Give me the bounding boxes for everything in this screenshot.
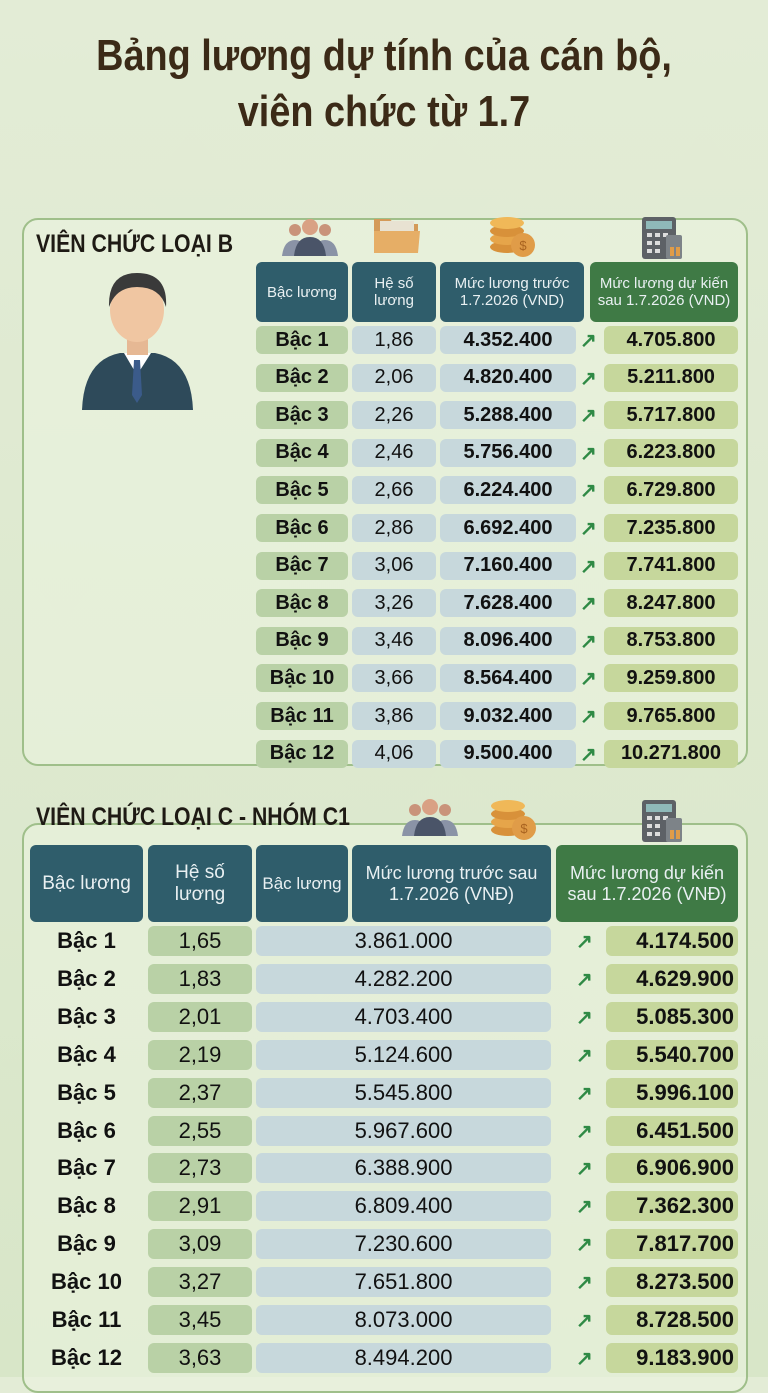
salary-before-cell: 6.692.400 — [440, 514, 576, 542]
salary-after-cell: 8.247.800 — [604, 589, 738, 617]
header-b-level: Bậc lương — [256, 262, 348, 322]
increase-arrow-icon: ↗ — [576, 1234, 593, 1257]
salary-before-cell: 9.500.400 — [440, 740, 576, 768]
header-c-salary-before: Mức lương trước sau 1.7.2026 (VNĐ) — [352, 845, 551, 922]
increase-arrow-icon: ↗ — [580, 330, 597, 352]
coefficient-cell: 2,73 — [148, 1153, 252, 1183]
coefficient-cell: 4,06 — [352, 740, 436, 768]
salary-after-cell: 8.273.500 — [606, 1267, 738, 1297]
increase-arrow-icon: ↗ — [580, 593, 597, 616]
salary-before-cell: 7.628.400 — [440, 589, 576, 617]
salary-before-cell: 4.352.400 — [440, 326, 576, 354]
salary-before-cell: 4.282.200 — [256, 964, 551, 994]
level-cell: Bậc 10 — [256, 664, 348, 692]
coefficient-cell: 2,66 — [352, 476, 436, 504]
salary-after-cell: 7.741.800 — [604, 552, 738, 580]
increase-arrow-icon: ↗ — [576, 1006, 593, 1029]
level-cell: Bậc 6 — [57, 1117, 116, 1143]
increase-arrow-icon: ↗ — [580, 518, 597, 540]
coefficient-cell: 1,83 — [148, 964, 252, 994]
coefficient-cell: 2,06 — [352, 364, 436, 392]
coins-icon — [487, 213, 537, 259]
increase-arrow-icon: ↗ — [580, 367, 597, 390]
level-cell: Bậc 4 — [256, 439, 348, 467]
salary-before-cell: 6.224.400 — [440, 476, 576, 504]
salary-after-cell: 6.729.800 — [604, 476, 738, 504]
people-icon — [280, 218, 340, 256]
increase-arrow-icon: ↗ — [580, 405, 597, 428]
coefficient-cell: 3,45 — [148, 1305, 252, 1335]
coefficient-cell: 3,66 — [352, 664, 436, 692]
people-icon — [400, 798, 460, 836]
level-cell: Bậc 8 — [256, 589, 348, 617]
header-c-level: Bậc lương — [30, 845, 143, 922]
salary-before-cell: 4.820.400 — [440, 364, 576, 392]
salary-after-cell: 5.717.800 — [604, 401, 738, 429]
coins-icon — [488, 796, 538, 842]
salary-before-cell: 8.494.200 — [256, 1343, 551, 1373]
header-b-coefficient: Hệ số lương — [352, 262, 436, 322]
salary-after-cell: 6.223.800 — [604, 439, 738, 467]
salary-before-cell: 3.861.000 — [256, 926, 551, 956]
increase-arrow-icon: ↗ — [580, 555, 597, 578]
level-cell: Bậc 9 — [256, 627, 348, 655]
increase-arrow-icon: ↗ — [576, 931, 593, 953]
header-c-salary-after: Mức lương dự kiến sau 1.7.2026 (VNĐ) — [556, 845, 738, 922]
salary-before-cell: 9.032.400 — [440, 702, 576, 730]
salary-after-cell: 4.705.800 — [604, 326, 738, 354]
salary-after-cell: 5.540.700 — [606, 1040, 738, 1070]
coefficient-cell: 3,09 — [148, 1229, 252, 1259]
salary-before-cell: 6.809.400 — [256, 1191, 551, 1221]
increase-arrow-icon: ↗ — [580, 442, 597, 465]
increase-arrow-icon: ↗ — [580, 743, 597, 766]
salary-before-cell: 8.073.000 — [256, 1305, 551, 1335]
salary-before-cell: 4.703.400 — [256, 1002, 551, 1032]
salary-after-cell: 10.271.800 — [604, 740, 738, 768]
salary-after-cell: 6.451.500 — [606, 1116, 738, 1146]
folder-icon — [372, 215, 422, 255]
coefficient-cell: 3,26 — [352, 589, 436, 617]
salary-before-cell: 7.651.800 — [256, 1267, 551, 1297]
level-cell: Bậc 6 — [256, 514, 348, 542]
header-c-coefficient: Hệ số lương — [148, 845, 252, 922]
increase-arrow-icon: ↗ — [576, 1310, 593, 1332]
coefficient-cell: 2,55 — [148, 1116, 252, 1146]
salary-after-cell: 7.817.700 — [606, 1229, 738, 1259]
level-cell: Bậc 5 — [256, 476, 348, 504]
salary-after-cell: 5.085.300 — [606, 1002, 738, 1032]
level-cell: Bậc 7 — [57, 1155, 116, 1181]
increase-arrow-icon: ↗ — [576, 1120, 593, 1143]
coefficient-cell: 3,86 — [352, 702, 436, 730]
coefficient-cell: 2,26 — [352, 401, 436, 429]
salary-after-cell: 5.996.100 — [606, 1078, 738, 1108]
increase-arrow-icon: ↗ — [576, 1196, 593, 1219]
coefficient-cell: 3,63 — [148, 1343, 252, 1373]
level-cell: Bậc 1 — [256, 326, 348, 354]
increase-arrow-icon: ↗ — [580, 480, 597, 503]
coefficient-cell: 3,46 — [352, 627, 436, 655]
calculator-icon — [640, 215, 684, 261]
coefficient-cell: 3,06 — [352, 552, 436, 580]
salary-after-cell: 8.728.500 — [606, 1305, 738, 1335]
salary-before-cell: 5.756.400 — [440, 439, 576, 467]
coefficient-cell: 1,86 — [352, 326, 436, 354]
increase-arrow-icon: ↗ — [576, 1272, 593, 1295]
salary-after-cell: 9.765.800 — [604, 702, 738, 730]
increase-arrow-icon: ↗ — [576, 1347, 593, 1370]
increase-arrow-icon: ↗ — [580, 706, 597, 728]
increase-arrow-icon: ↗ — [580, 630, 597, 653]
salary-after-cell: 9.259.800 — [604, 664, 738, 692]
salary-after-cell: 4.174.500 — [606, 926, 738, 956]
level-cell: Bậc 9 — [57, 1231, 116, 1257]
section-b-title: VIÊN CHỨC LOẠI B — [36, 230, 234, 258]
level-cell: Bậc 10 — [51, 1269, 122, 1295]
salary-after-cell: 7.362.300 — [606, 1191, 738, 1221]
salary-before-cell: 7.160.400 — [440, 552, 576, 580]
level-cell: Bậc 11 — [256, 702, 348, 730]
person-avatar-icon — [80, 265, 195, 410]
level-cell: Bậc 2 — [256, 364, 348, 392]
increase-arrow-icon: ↗ — [576, 1158, 593, 1181]
header-b-salary-after: Mức lương dự kiến sau 1.7.2026 (VND) — [590, 262, 738, 322]
level-cell: Bậc 4 — [57, 1041, 116, 1067]
salary-after-cell: 5.211.800 — [604, 364, 738, 392]
level-cell: Bậc 3 — [57, 1003, 116, 1029]
svg-text:$: $ — [520, 821, 528, 836]
salary-before-cell: 5.545.800 — [256, 1078, 551, 1108]
salary-after-cell: 9.183.900 — [606, 1343, 738, 1373]
salary-after-cell: 8.753.800 — [604, 627, 738, 655]
coefficient-cell: 2,91 — [148, 1191, 252, 1221]
calculator-icon — [640, 798, 684, 844]
level-cell: Bậc 2 — [57, 965, 116, 991]
coefficient-cell: 2,86 — [352, 514, 436, 542]
increase-arrow-icon: ↗ — [576, 1044, 593, 1067]
salary-before-cell: 5.288.400 — [440, 401, 576, 429]
coefficient-cell: 3,27 — [148, 1267, 252, 1297]
header-c-level-2: Bậc lương — [256, 845, 348, 922]
header-b-salary-before: Mức lương trước 1.7.2026 (VND) — [440, 262, 584, 322]
salary-after-cell: 4.629.900 — [606, 964, 738, 994]
coefficient-cell: 2,37 — [148, 1078, 252, 1108]
salary-before-cell: 8.096.400 — [440, 627, 576, 655]
svg-text:$: $ — [519, 238, 527, 253]
salary-before-cell: 6.388.900 — [256, 1153, 551, 1183]
increase-arrow-icon: ↗ — [576, 968, 593, 991]
increase-arrow-icon: ↗ — [576, 1082, 593, 1105]
coefficient-cell: 2,46 — [352, 439, 436, 467]
page-title: Bảng lương dự tính của cán bộ, viên chức từ 1.7 — [96, 31, 672, 136]
level-cell: Bậc 11 — [51, 1307, 122, 1332]
increase-arrow-icon: ↗ — [580, 668, 597, 691]
level-cell: Bậc 8 — [57, 1193, 116, 1219]
coefficient-cell: 2,19 — [148, 1040, 252, 1070]
salary-before-cell: 8.564.400 — [440, 664, 576, 692]
coefficient-cell: 2,01 — [148, 1002, 252, 1032]
salary-after-cell: 6.906.900 — [606, 1153, 738, 1183]
salary-before-cell: 5.124.600 — [256, 1040, 551, 1070]
coefficient-cell: 1,65 — [148, 926, 252, 956]
level-cell: Bậc 5 — [57, 1079, 116, 1105]
salary-before-cell: 7.230.600 — [256, 1229, 551, 1259]
level-cell: Bậc 3 — [256, 401, 348, 429]
level-cell: Bậc 7 — [256, 552, 348, 580]
section-c-title: VIÊN CHỨC LOẠI C - NHÓM C1 — [36, 803, 350, 831]
salary-before-cell: 5.967.600 — [256, 1116, 551, 1146]
level-cell: Bậc 1 — [57, 928, 116, 953]
level-cell: Bậc 12 — [51, 1344, 122, 1370]
level-cell: Bậc 12 — [256, 740, 348, 768]
salary-after-cell: 7.235.800 — [604, 514, 738, 542]
